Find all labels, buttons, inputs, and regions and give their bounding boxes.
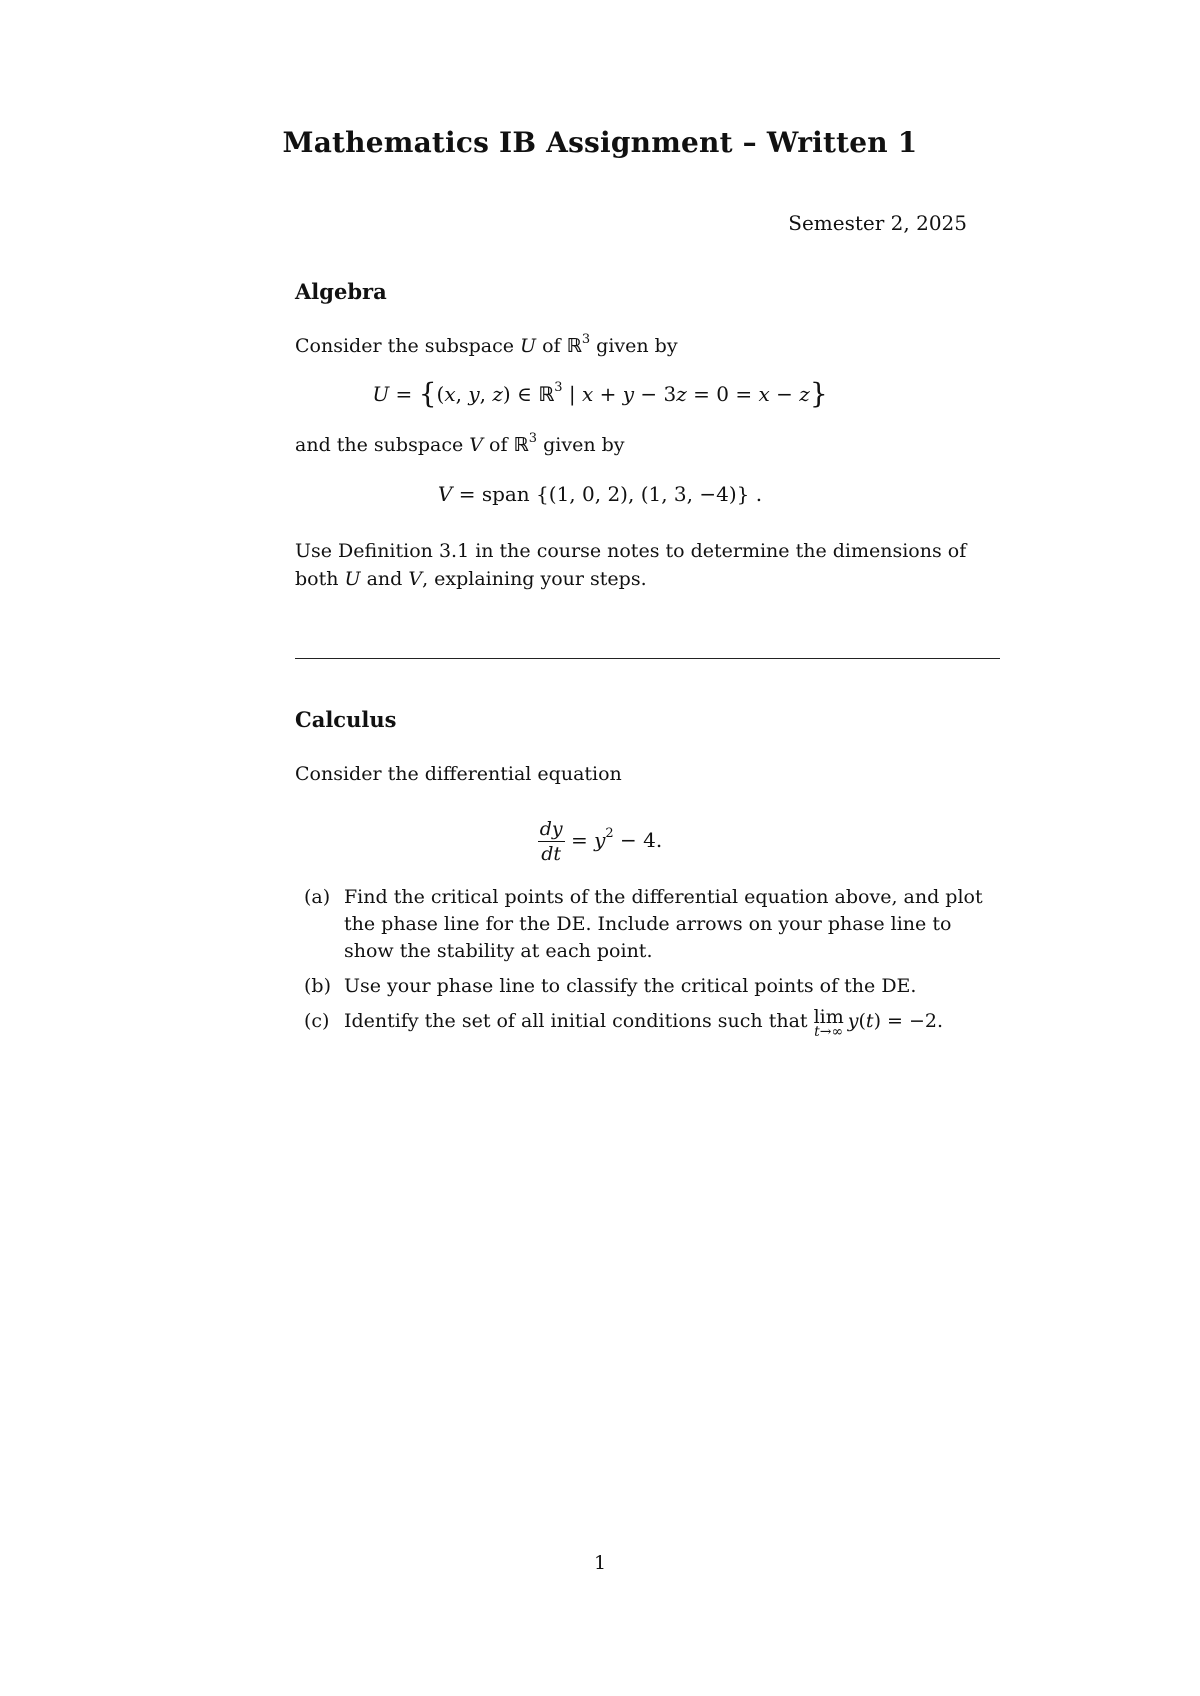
algebra-intro-u: Consider the subspace U of ℝ$^3$ given by	[295, 331, 678, 357]
list-item	[298, 1008, 998, 1038]
calculus-heading: Calculus	[295, 707, 397, 732]
page-number: 1	[593, 1552, 607, 1574]
item-label: (c)	[304, 1010, 330, 1032]
list-item	[298, 973, 998, 1000]
item-text: Use your phase line to classify the critical points of the DE.	[344, 975, 917, 997]
semester-date: Semester 2, 2025	[788, 211, 967, 235]
subspace-v-equation: V = span {(1, 0, 2), (1, 3, −4)} .	[437, 482, 763, 506]
document-title: Mathematics IB Assignment – Written 1	[282, 126, 918, 159]
dy-dt-fraction: $\frac{dy}{dt}$	[539, 818, 563, 865]
item-label: (b)	[304, 975, 331, 997]
item-label: (a)	[304, 886, 331, 908]
question-list	[298, 884, 998, 1046]
list-item	[298, 884, 998, 965]
item-text-limit: Identify the set of all initial conditions such that lim t→∞ y(t) = −2.	[344, 1006, 944, 1040]
subspace-u-equation: U = {(x, y, z) ∈ ℝ$^3$ | x + y − 3z = 0 = x − z}	[372, 377, 828, 410]
section-divider	[295, 658, 1000, 659]
algebra-intro-v: and the subspace V of ℝ$^3$ given by	[295, 430, 625, 456]
algebra-task: Use Definition 3.1 in the course notes to determine the dimensions of both U and V, explaining your steps.	[295, 540, 967, 590]
limit-operator: lim t→∞	[813, 1006, 844, 1040]
differential-equation: $\frac{dy}{dt}$ = $y^2 - 4$.	[539, 818, 663, 865]
algebra-heading: Algebra	[295, 279, 387, 304]
item-text: Find the critical points of the differential equation above, and plot the phase line for the DE. Include arrows on your phase line to show the stability at each point.	[344, 886, 983, 962]
calculus-intro: Consider the differential equation	[295, 763, 622, 785]
